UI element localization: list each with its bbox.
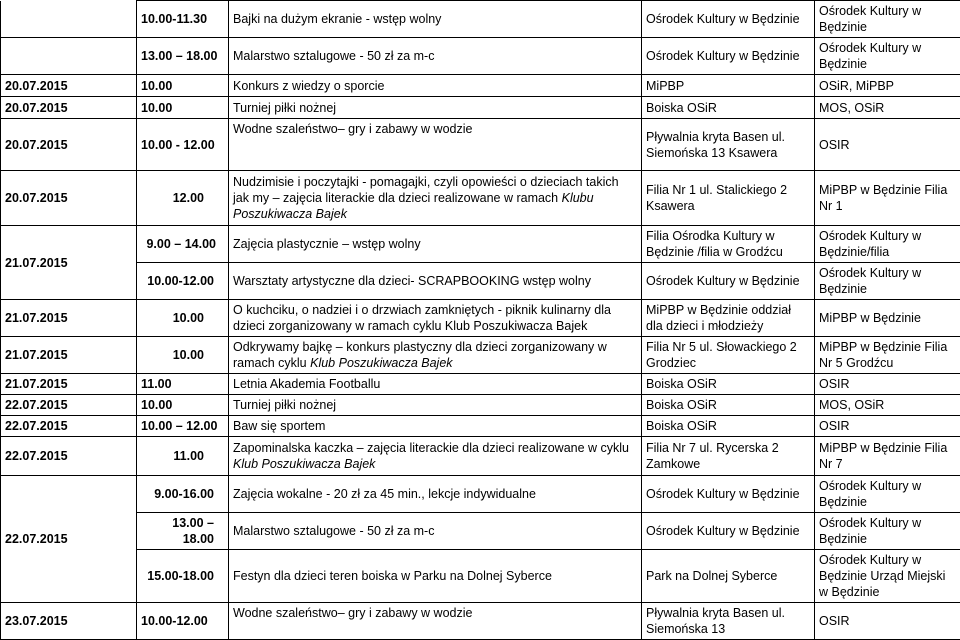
date-cell: 23.07.2015: [1, 603, 137, 640]
place-cell: Ośrodek Kultury w Będzinie: [642, 1, 815, 38]
table-row: [1, 603, 960, 640]
time-cell: 10.00: [137, 337, 229, 374]
time-cell: 10.00: [137, 395, 229, 416]
date-cell: 21.07.2015: [1, 337, 137, 374]
table-row: [1, 75, 960, 97]
date-cell: 20.07.2015: [1, 75, 137, 97]
place-cell: Boiska OSiR: [642, 97, 815, 119]
table-row: [1, 437, 960, 476]
time-cell: 10.00 - 12.00: [137, 119, 229, 171]
place-cell: Boiska OSiR: [642, 395, 815, 416]
place-cell: Filia Nr 5 ul. Słowackiego 2 Grodziec: [642, 337, 815, 374]
event-club-name: Klub Poszukiwacza Bajek: [233, 457, 375, 471]
date-cell: [1, 1, 137, 38]
table-row: [1, 1, 960, 38]
time-cell: 10.00-12.00: [137, 263, 229, 300]
time-cell: 13.00 – 18.00: [137, 513, 229, 550]
place-cell: Filia Nr 1 ul. Stalickiego 2 Ksawera: [642, 171, 815, 226]
time-cell: 10.00: [137, 75, 229, 97]
date-cell: 21.07.2015: [1, 226, 137, 300]
place-cell: Pływalnia kryta Basen ul. Siemońska 13: [642, 603, 815, 640]
table-row: [1, 226, 960, 263]
event-cell: [229, 171, 642, 226]
organizer-cell: MOS, OSiR: [815, 395, 960, 416]
event-cell: O kuchciku, o nadziei i o drzwiach zamkniętych - piknik kulinarny dla dzieci zorganizowany w ramach cyklu Klub Poszukiwacza Bajek: [229, 300, 642, 337]
date-cell: 22.07.2015: [1, 395, 137, 416]
place-cell: Boiska OSiR: [642, 416, 815, 437]
place-cell: Filia Nr 7 ul. Rycerska 2 Zamkowe: [642, 437, 815, 476]
place-cell: Ośrodek Kultury w Będzinie: [642, 476, 815, 513]
organizer-cell: Ośrodek Kultury w Będzinie: [815, 263, 960, 300]
organizer-cell: Ośrodek Kultury w Będzinie: [815, 38, 960, 75]
date-cell: 20.07.2015: [1, 97, 137, 119]
time-cell: 10.00-12.00: [137, 603, 229, 640]
table-row: [1, 337, 960, 374]
organizer-cell: MiPBP w Będzinie Filia Nr 7: [815, 437, 960, 476]
place-cell: Ośrodek Kultury w Będzinie: [642, 263, 815, 300]
event-text: Odkrywamy bajkę – konkurs plastyczny dla dzieci zorganizowany w ramach cyklu: [233, 340, 607, 370]
event-cell: Malarstwo sztalugowe - 50 zł za m-c: [229, 513, 642, 550]
event-cell: Letnia Akademia Footballu: [229, 374, 642, 395]
time-cell: 12.00: [137, 171, 229, 226]
event-cell: Zajęcia wokalne - 20 zł za 45 min., lekcje indywidualne: [229, 476, 642, 513]
time-cell: 10.00 – 12.00: [137, 416, 229, 437]
time-cell: 11.00: [137, 437, 229, 476]
time-cell: 11.00: [137, 374, 229, 395]
organizer-cell: Ośrodek Kultury w Będzinie: [815, 1, 960, 38]
table-row: [1, 38, 960, 75]
date-cell: 22.07.2015: [1, 476, 137, 603]
place-cell: Pływalnia kryta Basen ul. Siemońska 13 Ksawera: [642, 119, 815, 171]
table-row: [1, 300, 960, 337]
organizer-cell: OSIR: [815, 603, 960, 640]
event-cell: [229, 437, 642, 476]
organizer-cell: MiPBP w Będzinie Filia Nr 1: [815, 171, 960, 226]
place-cell: Boiska OSiR: [642, 374, 815, 395]
organizer-cell: OSiR, MiPBP: [815, 75, 960, 97]
organizer-cell: MOS, OSiR: [815, 97, 960, 119]
date-cell: 20.07.2015: [1, 171, 137, 226]
time-cell: 10.00-11.30: [137, 1, 229, 38]
event-cell: Wodne szaleństwo– gry i zabawy w wodzie: [229, 603, 642, 640]
place-cell: Ośrodek Kultury w Będzinie: [642, 38, 815, 75]
organizer-cell: OSIR: [815, 374, 960, 395]
place-cell: Park na Dolnej Syberce: [642, 550, 815, 603]
table-row: [1, 171, 960, 226]
table-row: [1, 97, 960, 119]
event-cell: Baw się sportem: [229, 416, 642, 437]
date-cell: 21.07.2015: [1, 374, 137, 395]
place-cell: MiPBP w Będzinie oddział dla dzieci i młodzieży: [642, 300, 815, 337]
time-cell: 15.00-18.00: [137, 550, 229, 603]
table-row: [1, 374, 960, 395]
table-row: [1, 550, 960, 603]
time-cell: 13.00 – 18.00: [137, 38, 229, 75]
organizer-cell: Ośrodek Kultury w Będzinie/filia: [815, 226, 960, 263]
event-text: Zapominalska kaczka – zajęcia literackie dla dzieci realizowane w cyklu: [233, 441, 629, 455]
event-cell: Turniej piłki nożnej: [229, 395, 642, 416]
place-cell: Filia Ośrodka Kultury w Będzinie /filia w Grodźcu: [642, 226, 815, 263]
event-cell: Zajęcia plastycznie – wstęp wolny: [229, 226, 642, 263]
organizer-cell: Ośrodek Kultury w Będzinie: [815, 476, 960, 513]
table-row: [1, 416, 960, 437]
table-row: [1, 395, 960, 416]
organizer-cell: MiPBP w Będzinie: [815, 300, 960, 337]
event-text: Nudzimisie i poczytajki - pomagajki, czyli opowieści o dzieciach takich jak my – zajęcia literackie dla dzieci realizowane w ramach: [233, 175, 619, 205]
organizer-cell: OSIR: [815, 119, 960, 171]
organizer-cell: Ośrodek Kultury w Będzinie Urząd Miejski w Będzinie: [815, 550, 960, 603]
date-cell: 22.07.2015: [1, 416, 137, 437]
place-cell: MiPBP: [642, 75, 815, 97]
event-cell: Warsztaty artystyczne dla dzieci- SCRAPBOOKING wstęp wolny: [229, 263, 642, 300]
event-club-name: Klub Poszukiwacza Bajek: [310, 356, 452, 370]
place-cell: Ośrodek Kultury w Będzinie: [642, 513, 815, 550]
event-cell: Konkurs z wiedzy o sporcie: [229, 75, 642, 97]
time-cell: 10.00: [137, 97, 229, 119]
table-row: [1, 263, 960, 300]
date-cell: 21.07.2015: [1, 300, 137, 337]
organizer-cell: OSIR: [815, 416, 960, 437]
time-cell: 9.00-16.00: [137, 476, 229, 513]
organizer-cell: MiPBP w Będzinie Filia Nr 5 Grodźcu: [815, 337, 960, 374]
organizer-cell: Ośrodek Kultury w Będzinie: [815, 513, 960, 550]
event-cell: Malarstwo sztalugowe - 50 zł za m-c: [229, 38, 642, 75]
time-cell: 9.00 – 14.00: [137, 226, 229, 263]
table-row: [1, 119, 960, 171]
event-cell: Bajki na dużym ekranie - wstęp wolny: [229, 1, 642, 38]
date-cell: 20.07.2015: [1, 119, 137, 171]
event-club-name: Klubu Poszukiwacza Bajek: [233, 191, 594, 221]
event-cell: [229, 337, 642, 374]
time-cell: 10.00: [137, 300, 229, 337]
date-cell: 22.07.2015: [1, 437, 137, 476]
event-cell: Festyn dla dzieci teren boiska w Parku na Dolnej Syberce: [229, 550, 642, 603]
table-row: [1, 513, 960, 550]
date-cell: [1, 38, 137, 75]
event-cell: Wodne szaleństwo– gry i zabawy w wodzie: [229, 119, 642, 171]
event-cell: Turniej piłki nożnej: [229, 97, 642, 119]
table-row: [1, 476, 960, 513]
